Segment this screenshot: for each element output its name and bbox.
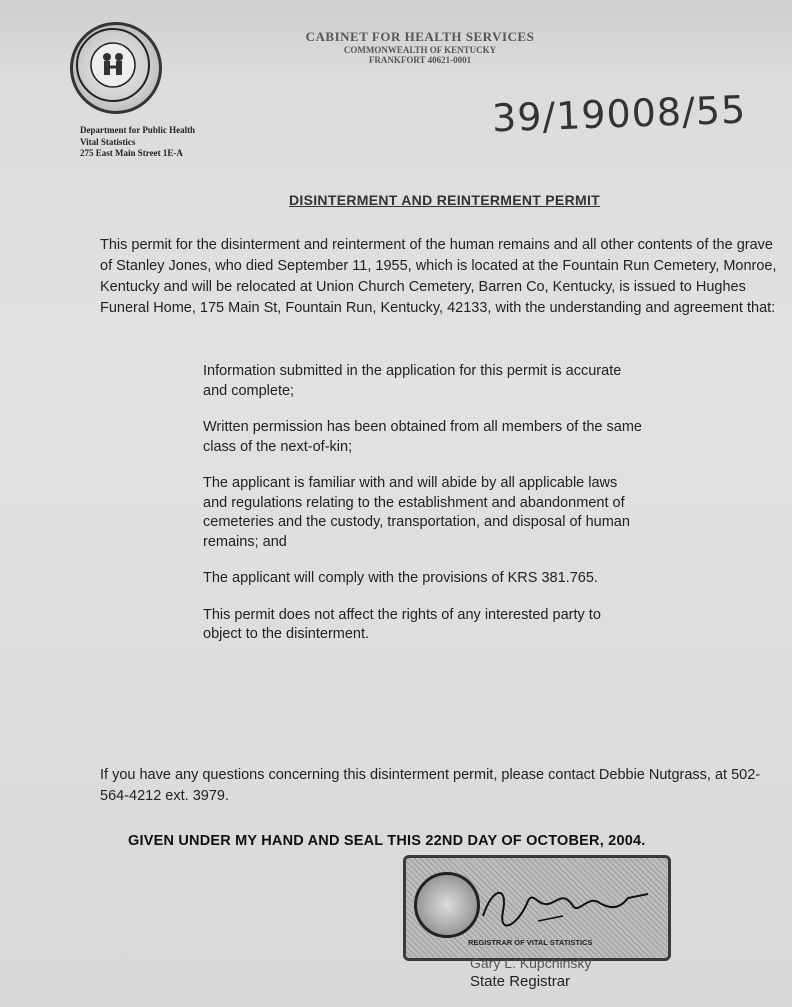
- registrar-name: Gary L. Kupchinsky: [470, 955, 592, 971]
- conditions-list: [203, 362, 643, 662]
- state-seal-icon: [70, 22, 162, 114]
- registrar-title: State Registrar: [470, 973, 571, 990]
- intro-paragraph: This permit for the disinterment and reinterment of the human remains and all other contents of the grave of Stanley Jones, who died September 11, 1955, which is located at the Fountain Run Cemetery, Monroe, Kentucky and will be relocated at Union Church Cemetery, Barren Co, Kentucky, is issued to Hughes Funeral Home, 175 Main St, Fountain Run, Kentucky, 42133, with the understanding and agreement that:: [100, 237, 777, 316]
- stamp-seal-icon: [414, 872, 480, 938]
- registrar-stamp: [403, 855, 671, 961]
- condition-item: The applicant will comply with the provisions of KRS 381.765.: [203, 570, 598, 586]
- signature-icon: [478, 876, 658, 936]
- agency-city: FRANKFORT 40621-0001: [368, 55, 472, 66]
- handwritten-file-number: 39/19008/55: [491, 87, 747, 141]
- given-under-seal-line: GIVEN UNDER MY HAND AND SEAL THIS 22ND DAY OF OCTOBER, 2004.: [128, 833, 646, 849]
- agency-header: [240, 30, 600, 66]
- seal-graphic: [73, 25, 159, 111]
- condition-item: This permit does not affect the rights of any interested party to object to the disinterment.: [203, 606, 601, 642]
- agency-state: COMMONWEALTH OF KENTUCKY: [343, 44, 497, 55]
- department-name: Department for Public Health: [80, 125, 196, 135]
- condition-item: The applicant is familiar with and will abide by all applicable laws and regulations relating to the establishment and abandonment of cemeteries and the custody, transportation, and disposal of human remains; and: [203, 475, 630, 550]
- division-name: Vital Statistics: [80, 136, 136, 147]
- stamp-caption: REGISTRAR OF VITAL STATISTICS: [468, 938, 593, 947]
- agency-name: CABINET FOR HEALTH SERVICES: [305, 29, 535, 44]
- document-title: DISINTERMENT AND REINTERMENT PERMIT: [289, 192, 600, 208]
- condition-item: Information submitted in the application for this permit is accurate and complete;: [203, 363, 622, 399]
- street-address: 275 East Main Street 1E-A: [80, 148, 183, 159]
- contact-paragraph: If you have any questions concerning this disinterment permit, please contact Debbie Nutgrass, at 502-564-4212 ext. 3979.: [100, 767, 761, 804]
- department-address: [80, 125, 195, 160]
- condition-item: Written permission has been obtained from all members of the same class of the next-of-kin;: [203, 419, 642, 455]
